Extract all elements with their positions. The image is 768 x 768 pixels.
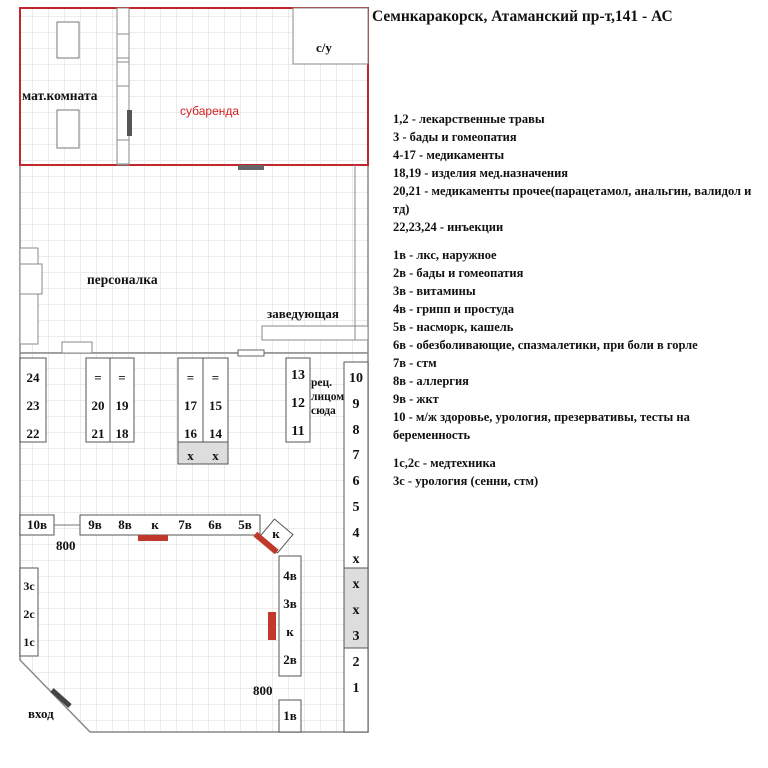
legend-item: 1в - лкс, наружное bbox=[393, 248, 497, 262]
legend-item: 1,2 - лекарственные травы bbox=[393, 112, 545, 126]
rack-right-column: 10 9 8 7 6 5 4 х х х 3 2 1 bbox=[349, 371, 363, 696]
rack-corner: к bbox=[272, 526, 280, 541]
dimension-left: 800 bbox=[56, 538, 76, 553]
rack-1v: 1в bbox=[283, 708, 297, 723]
rack-14-15: = 15 14 х bbox=[209, 370, 222, 463]
legend-item: 3 - бады и гомеопатия bbox=[393, 130, 517, 144]
page-title: Семнкаракорск, Атаманский пр-т,141 - АС bbox=[372, 8, 673, 25]
rack-20-21: = 20 21 bbox=[91, 370, 105, 441]
dimension-right: 800 bbox=[253, 683, 273, 698]
wc-label: с/у bbox=[316, 40, 332, 55]
legend-item: 18,19 - изделия мед.назначения bbox=[393, 166, 569, 180]
sublease-label: субаренда bbox=[180, 104, 240, 118]
accent-bar bbox=[138, 535, 168, 541]
rack-18-19: = 19 18 bbox=[115, 370, 129, 441]
legend-item: 7в - стм bbox=[393, 356, 437, 370]
legend-item: 4-17 - медикаменты bbox=[393, 148, 505, 162]
rack-row-v: 9в 8в к 7в 6в 5в bbox=[88, 517, 252, 532]
legend-item: 9в - жкт bbox=[393, 392, 439, 406]
legend-item: 3с - урология (сенни, стм) bbox=[393, 474, 539, 488]
legend-item: 20,21 - медикаменты прочее(парацетамол, анальгин, валидол и тд) bbox=[393, 184, 752, 216]
manager-room-label: заведующая bbox=[267, 306, 339, 321]
legend-item: 8в - аллергия bbox=[393, 374, 469, 388]
mother-room-label: мат.комната bbox=[22, 88, 98, 103]
legend-item: 5в - насморк, кашель bbox=[393, 320, 514, 334]
legend-item: 10 - м/ж здоровье, урология, презервативы, тесты на беременность bbox=[393, 410, 690, 442]
entrance-label: вход bbox=[28, 706, 54, 721]
legend-item: 2в - бады и гомеопатия bbox=[393, 266, 524, 280]
legend-item: 1с,2с - медтехника bbox=[393, 456, 496, 470]
legend-item: 22,23,24 - инъекции bbox=[393, 220, 504, 234]
rack-diag-column: 4в 3в к 2в bbox=[283, 568, 297, 667]
legend bbox=[393, 110, 763, 490]
rack-16-17: = 17 16 х bbox=[184, 370, 197, 463]
legend-item: 3в - витамины bbox=[393, 284, 476, 298]
staff-room-label: персоналка bbox=[87, 272, 158, 287]
rack-10v: 10в bbox=[26, 517, 48, 532]
rack-11-13: 13 12 11 bbox=[291, 368, 305, 439]
legend-item: 6в - обезболивающие, спазмалетики, при боли в горле bbox=[393, 338, 698, 352]
rack-22-24: 24 23 22 bbox=[26, 370, 40, 441]
legend-item: 4в - грипп и простуда bbox=[393, 302, 515, 316]
reception-label: рец. лицом сюда bbox=[311, 377, 345, 417]
rack-left-c: 3с 2с 1с bbox=[23, 579, 35, 649]
